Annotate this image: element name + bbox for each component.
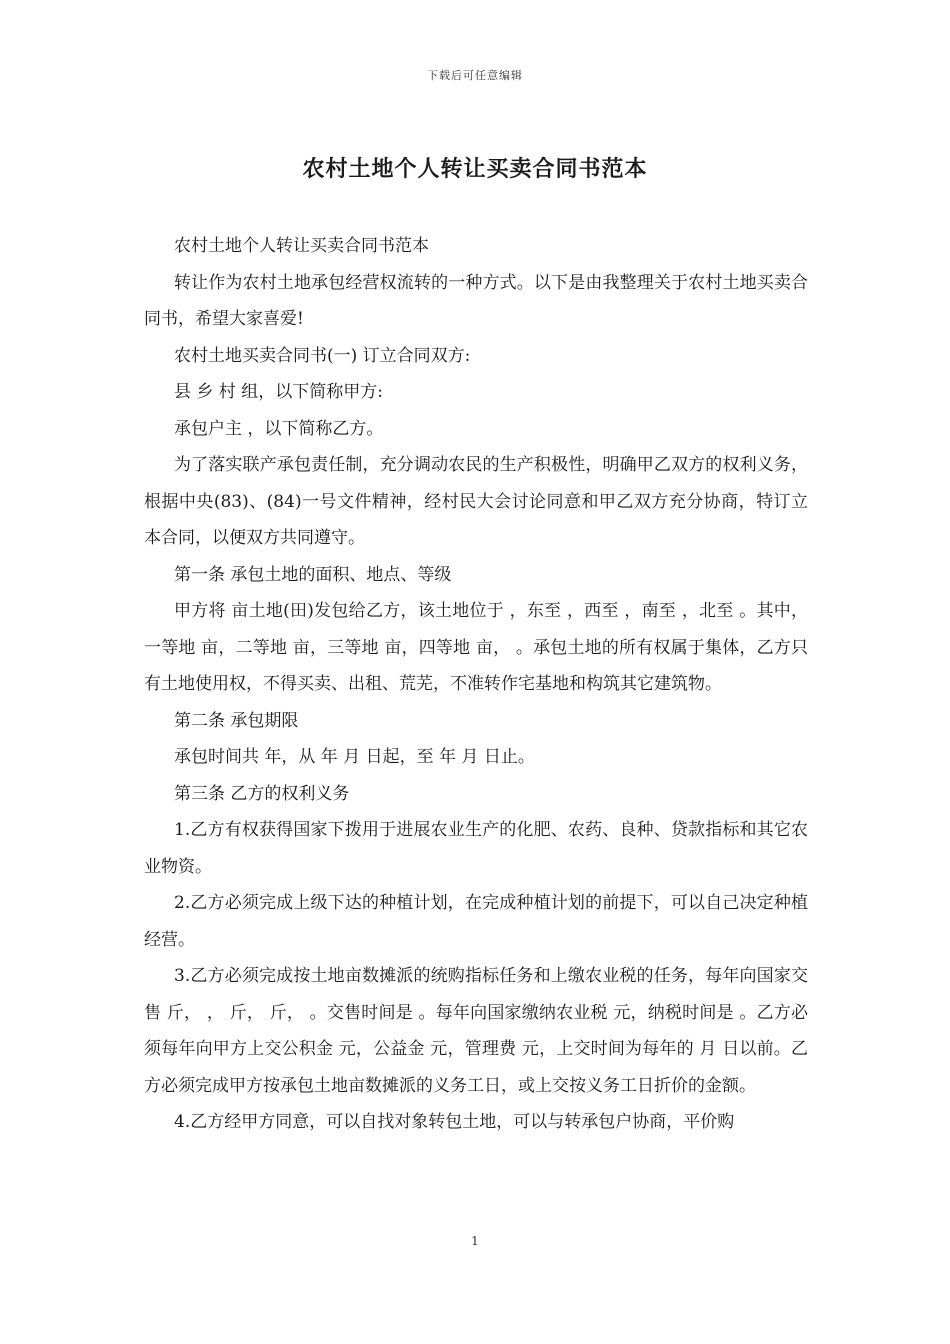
section-heading: 第二条 承包期限 xyxy=(174,710,299,731)
paragraph: 承包户主 ，以下简称乙方。 xyxy=(174,418,384,439)
paragraph: 农村土地个人转让买卖合同书范本 xyxy=(174,236,429,256)
paragraph: 农村土地买卖合同书(一) 订立合同双方: xyxy=(174,345,471,366)
section-heading: 第三条 乙方的权利义务 xyxy=(174,783,350,804)
document-body xyxy=(144,228,808,1141)
paragraph: 4.乙方经甲方同意，可以自找对象转包土地，可以与转承包户协商，平价购 xyxy=(174,1112,735,1132)
paragraph: 转让作为农村土地承包经营权流转的一种方式。以下是由我整理关于农村土地买卖合同书，希望大家喜爱! xyxy=(144,272,808,329)
paragraph: 1.乙方有权获得国家下拨用于进展农业生产的化肥、农药、良种、贷款指标和其它农业物资。 xyxy=(144,820,808,877)
section-heading: 第一条 承包土地的面积、地点、等级 xyxy=(174,564,452,585)
paragraph: 2.乙方必须完成上级下达的种植计划，在完成种植计划的前提下，可以自己决定种植经营。 xyxy=(144,893,808,950)
paragraph: 县 乡 村 组，以下简称甲方: xyxy=(174,382,383,402)
paragraph: 3.乙方必须完成按土地亩数摊派的统购指标任务和上缴农业税的任务，每年向国家交售 斤， ， 斤， 斤， 。交售时间是 。每年向国家缴纳农业税 元，纳税时间是 。乙方必须每年向甲方上交公积金 元，公益金 元，管理费 元，上交时间为每年的 月 日以前。乙方必须完成甲方按承包土地亩数摊派的义务工日，或上交按义务工日折价的金额。 xyxy=(144,966,808,1096)
paragraph: 甲方将 亩土地(田)发包给乙方，该土地位于 ，东至 ，西至 ，南至 ，北至 。其中，一等地 亩，二等地 亩，三等地 亩，四等地 亩， 。承包土地的所有权属于集体，乙方只有土地使用权，不得买卖、出租、荒芜，不准转作宅基地和构筑其它建筑物。 xyxy=(144,601,808,694)
page-number: 1 xyxy=(471,1234,479,1248)
paragraph: 为了落实联产承包责任制，充分调动农民的生产积极性，明确甲乙双方的权利义务，根据中央(83)、(84)一号文件精神，经村民大会讨论同意和甲乙双方充分协商，特订立本合同，以便双方共同遵守。 xyxy=(144,455,808,548)
document-title: 农村土地个人转让买卖合同书范本 xyxy=(302,156,648,182)
header-note: 下载后可任意编辑 xyxy=(427,69,523,82)
paragraph: 承包时间共 年，从 年 月 日起，至 年 月 日止。 xyxy=(174,747,535,767)
